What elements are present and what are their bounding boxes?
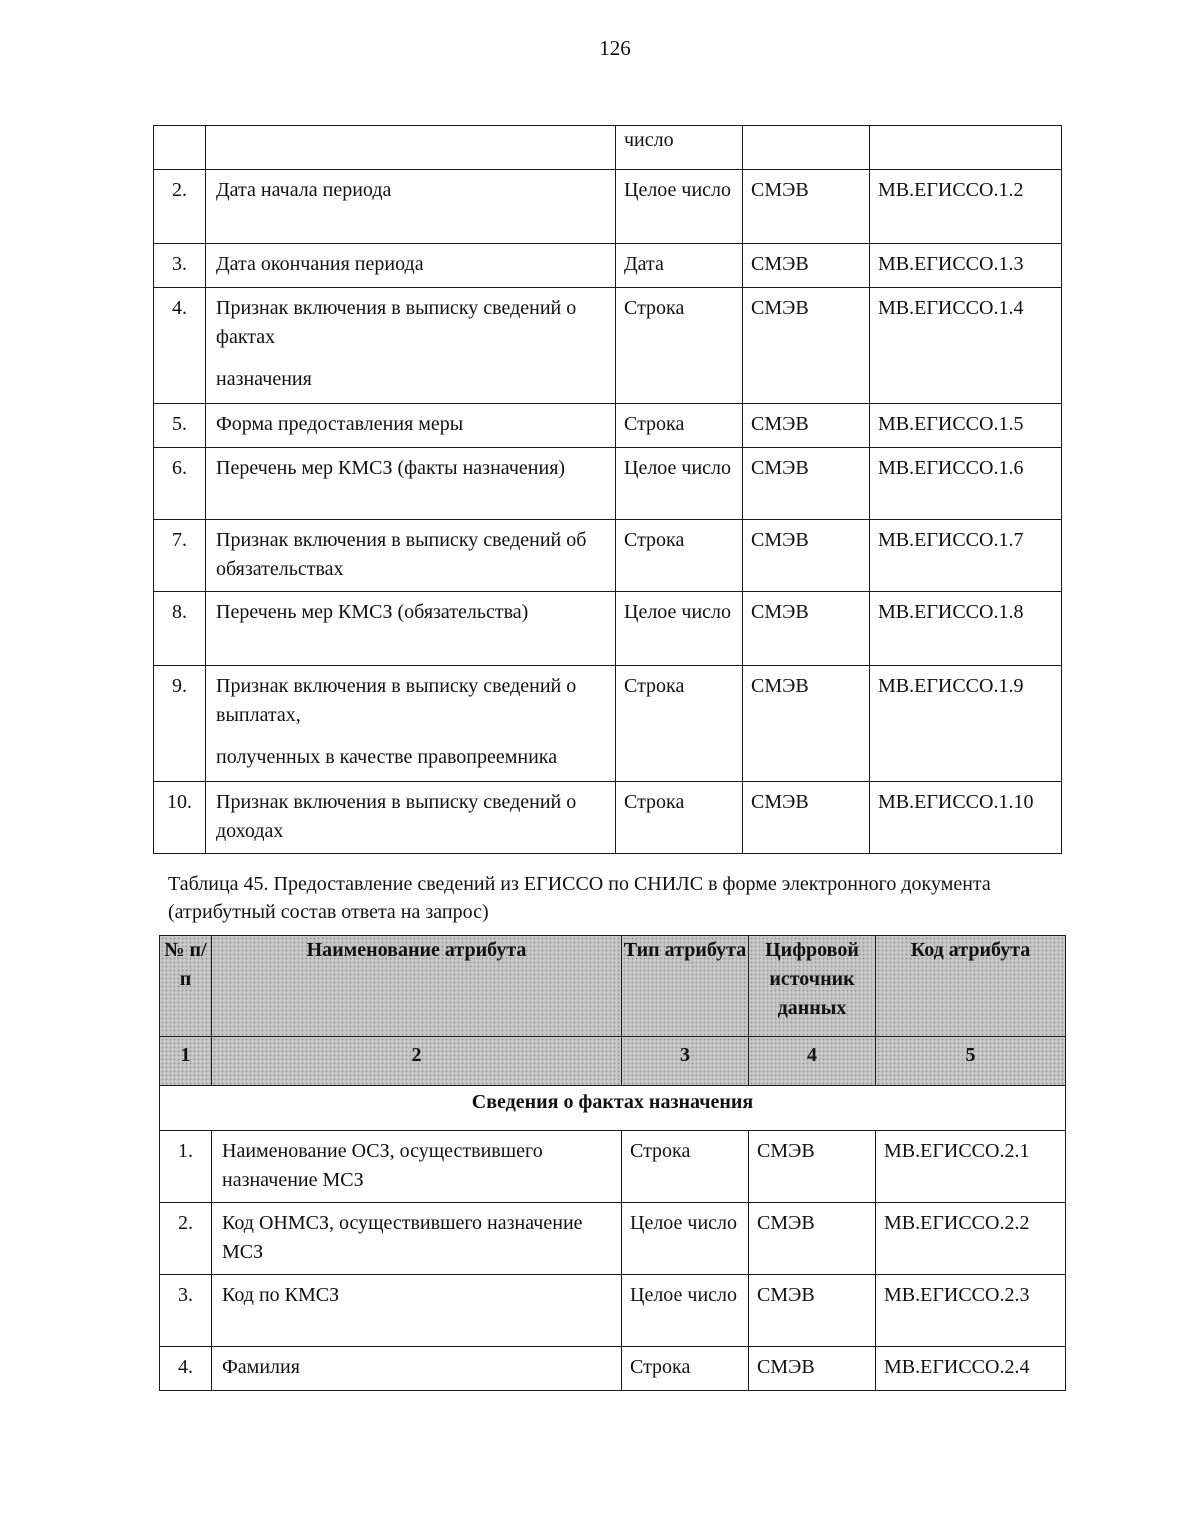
attribute-type: Целое число [616, 448, 743, 520]
row-number: 2. [154, 170, 206, 244]
attribute-name-text: Признак включения в выписку сведений об обязательствах [216, 529, 587, 580]
attribute-code: МВ.ЕГИССО.1.7 [870, 520, 1062, 592]
section-title: Сведения о фактах назначения [160, 1086, 1066, 1131]
row-number: 10. [154, 782, 206, 854]
table-row [154, 404, 1062, 448]
attribute-name: Наименование ОСЗ, осуществившего назначение МСЗ [212, 1131, 622, 1203]
attribute-type: Строка [622, 1347, 749, 1391]
attribute-code: МВ.ЕГИССО.1.6 [870, 448, 1062, 520]
table-row [160, 1203, 1066, 1275]
row-number: 6. [154, 448, 206, 520]
attribute-name [206, 782, 616, 854]
header-type: Тип атрибута [622, 936, 749, 1037]
header-num: № п/п [160, 936, 212, 1037]
table-row [154, 520, 1062, 592]
data-source: СМЭВ [749, 1131, 876, 1203]
table-row [154, 126, 1062, 170]
row-number: 7. [154, 520, 206, 592]
attribute-code: МВ.ЕГИССО.2.3 [876, 1275, 1066, 1347]
row-number [154, 126, 206, 170]
data-source: СМЭВ [743, 404, 870, 448]
attribute-table-continued [153, 125, 1062, 854]
table-row [154, 592, 1062, 666]
header-source: Цифровой источник данных [749, 936, 876, 1037]
attribute-code: МВ.ЕГИССО.1.4 [870, 288, 1062, 404]
data-source: СМЭВ [743, 520, 870, 592]
attribute-name-text: Признак включения в выписку сведений о выплатах, [216, 675, 577, 726]
caption-line-1: Таблица 45. Предоставление сведений из ЕГИССО по СНИЛС в форме электронного документа [168, 873, 991, 895]
attribute-type: Строка [622, 1131, 749, 1203]
row-number: 3. [154, 244, 206, 288]
data-source: СМЭВ [749, 1275, 876, 1347]
attribute-code: МВ.ЕГИССО.1.9 [870, 666, 1062, 782]
attribute-code: МВ.ЕГИССО.1.5 [870, 404, 1062, 448]
header-name: Наименование атрибута [212, 936, 622, 1037]
table-row [160, 1347, 1066, 1391]
data-source [743, 126, 870, 170]
attribute-type: Строка [616, 288, 743, 404]
data-source: СМЭВ [743, 592, 870, 666]
attribute-type: число [616, 126, 743, 170]
table-row [154, 782, 1062, 854]
attribute-name [206, 520, 616, 592]
attribute-code: МВ.ЕГИССО.1.3 [870, 244, 1062, 288]
section-row [160, 1086, 1066, 1131]
header-row [160, 936, 1066, 1037]
page-number: 126 [599, 36, 631, 60]
table-row [154, 244, 1062, 288]
attribute-name [206, 404, 616, 448]
attribute-name-text: Перечень мер КМСЗ (обязательства) [216, 601, 529, 623]
data-source: СМЭВ [743, 288, 870, 404]
column-index: 1 [160, 1037, 212, 1086]
table-row [154, 448, 1062, 520]
row-number: 2. [160, 1203, 212, 1275]
attribute-code: МВ.ЕГИССО.1.8 [870, 592, 1062, 666]
attribute-name: Код ОНМСЗ, осуществившего назначение МСЗ [212, 1203, 622, 1275]
data-source: СМЭВ [743, 782, 870, 854]
row-number: 8. [154, 592, 206, 666]
attribute-name-text: Признак включения в выписку сведений о доходах [216, 791, 577, 842]
attribute-type: Строка [616, 404, 743, 448]
header-code: Код атрибута [876, 936, 1066, 1037]
row-number: 1. [160, 1131, 212, 1203]
table-row [154, 170, 1062, 244]
table-row [160, 1131, 1066, 1203]
attribute-name [206, 666, 616, 782]
attribute-name: Код по КМСЗ [212, 1275, 622, 1347]
table-caption [168, 870, 1078, 926]
attribute-type: Строка [616, 666, 743, 782]
row-number: 4. [160, 1347, 212, 1391]
attribute-type: Дата [616, 244, 743, 288]
attribute-name-text: Дата начала периода [216, 179, 392, 201]
attribute-name [206, 126, 616, 170]
row-number: 3. [160, 1275, 212, 1347]
row-number: 4. [154, 288, 206, 404]
attribute-name-text: Форма предоставления меры [216, 413, 464, 435]
column-index: 3 [622, 1037, 749, 1086]
attribute-code: МВ.ЕГИССО.2.2 [876, 1203, 1066, 1275]
attribute-name [206, 288, 616, 404]
attribute-name-text: Дата окончания периода [216, 253, 424, 275]
data-source: СМЭВ [743, 448, 870, 520]
column-index: 2 [212, 1037, 622, 1086]
attribute-code: МВ.ЕГИССО.2.1 [876, 1131, 1066, 1203]
table-45 [159, 935, 1066, 1391]
table-row [160, 1275, 1066, 1347]
attribute-code: МВ.ЕГИССО.1.2 [870, 170, 1062, 244]
caption-line-2: (атрибутный состав ответа на запрос) [168, 901, 489, 923]
attribute-name [206, 592, 616, 666]
attribute-type: Строка [616, 782, 743, 854]
attribute-name-text: Перечень мер КМСЗ (факты назначения) [216, 457, 566, 479]
column-index: 4 [749, 1037, 876, 1086]
attribute-name-text: Признак включения в выписку сведений о фактах [216, 297, 577, 348]
data-source: СМЭВ [749, 1347, 876, 1391]
data-source: СМЭВ [743, 244, 870, 288]
table-row [154, 666, 1062, 782]
data-source: СМЭВ [749, 1203, 876, 1275]
column-index: 5 [876, 1037, 1066, 1086]
attribute-code [870, 126, 1062, 170]
row-number: 5. [154, 404, 206, 448]
attribute-name: Фамилия [212, 1347, 622, 1391]
data-source: СМЭВ [743, 666, 870, 782]
attribute-type: Строка [616, 520, 743, 592]
table-row [154, 288, 1062, 404]
attribute-name [206, 244, 616, 288]
attribute-code: МВ.ЕГИССО.1.10 [870, 782, 1062, 854]
attribute-name [206, 448, 616, 520]
attribute-type: Целое число [616, 592, 743, 666]
data-source: СМЭВ [743, 170, 870, 244]
attribute-type: Целое число [616, 170, 743, 244]
column-index-row [160, 1037, 1066, 1086]
attribute-name-text: полученных в качестве правопреемника [216, 746, 558, 768]
attribute-code: МВ.ЕГИССО.2.4 [876, 1347, 1066, 1391]
attribute-name [206, 170, 616, 244]
attribute-name-text: назначения [216, 368, 312, 390]
row-number: 9. [154, 666, 206, 782]
attribute-type: Целое число [622, 1203, 749, 1275]
attribute-type: Целое число [622, 1275, 749, 1347]
